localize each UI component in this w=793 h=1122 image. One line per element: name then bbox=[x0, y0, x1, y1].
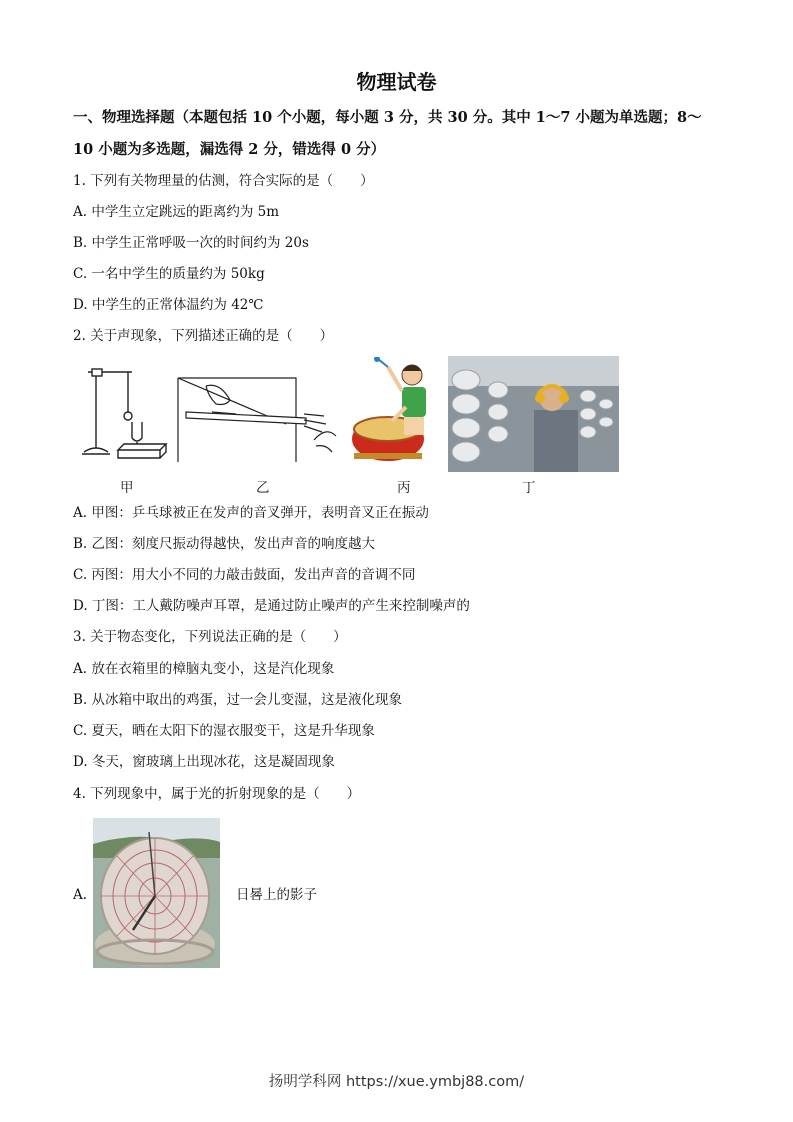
figure-bing-drum bbox=[348, 357, 440, 469]
q3-option-a: A. 放在衣箱里的樟脑丸变小，这是汽化现象 bbox=[73, 661, 335, 677]
caption-jia: 甲 bbox=[120, 480, 134, 496]
page-title: 物理试卷 bbox=[356, 70, 437, 94]
caption-bing: 丙 bbox=[397, 480, 411, 496]
q1-stem: 1. 下列有关物理量的估测，符合实际的是（ ） bbox=[73, 173, 374, 189]
q2-stem: 2. 关于声现象，下列描述正确的是（ ） bbox=[73, 328, 334, 344]
q2-option-d: D. 丁图：工人戴防噪声耳罩，是通过防止噪声的产生来控制噪声的 bbox=[73, 598, 470, 614]
figure-sundial-photo bbox=[93, 818, 220, 968]
q3-stem: 3. 关于物态变化，下列说法正确的是（ ） bbox=[73, 629, 347, 645]
q1-option-a: A. 中学生立定跳远的距离约为 5m bbox=[73, 204, 280, 220]
figure-ding-factory-photo bbox=[448, 356, 619, 472]
q1-option-b: B. 中学生正常呼吸一次的时间约为 20s bbox=[73, 235, 309, 251]
q4-option-a-letter: A. bbox=[73, 887, 88, 903]
q2-option-c: C. 丙图：用大小不同的力敲击鼓面，发出声音的音调不同 bbox=[73, 567, 416, 583]
q3-option-c: C. 夏天，晒在太阳下的湿衣服变干，这是升华现象 bbox=[73, 723, 375, 739]
caption-yi: 乙 bbox=[256, 480, 270, 496]
section-heading-line1: 一、物理选择题（本题包括 10 个小题，每小题 3 分，共 30 分。其中 1～7 小题为单选题；8～ bbox=[73, 109, 702, 126]
q4-stem: 4. 下列现象中，属于光的折射现象的是（ ） bbox=[73, 786, 361, 802]
section-heading bbox=[73, 102, 733, 166]
q3-option-b: B. 从冰箱中取出的鸡蛋，过一会儿变湿，这是液化现象 bbox=[73, 692, 403, 708]
footer-watermark: 扬明学科网 https://xue.ymbj88.com/ bbox=[268, 1074, 525, 1090]
q2-option-a: A. 甲图：乒乓球被正在发声的音叉弹开，表明音叉正在振动 bbox=[73, 505, 429, 521]
q4-option-a-text: 日晷上的影子 bbox=[236, 887, 317, 903]
section-heading-line2: 10 小题为多选题，漏选得 2 分，错选得 0 分） bbox=[73, 141, 386, 158]
q3-option-d: D. 冬天，窗玻璃上出现冰花，这是凝固现象 bbox=[73, 754, 335, 770]
q2-option-b: B. 乙图：刻度尺振动得越快，发出声音的响度越大 bbox=[73, 536, 376, 552]
q1-option-c: C. 一名中学生的质量约为 50kg bbox=[73, 266, 265, 282]
figure-jia-tuning-fork bbox=[80, 366, 170, 466]
figure-yi-ruler-vibration bbox=[176, 366, 342, 466]
q1-option-d: D. 中学生的正常体温约为 42℃ bbox=[73, 297, 264, 313]
caption-ding: 丁 bbox=[522, 480, 536, 496]
